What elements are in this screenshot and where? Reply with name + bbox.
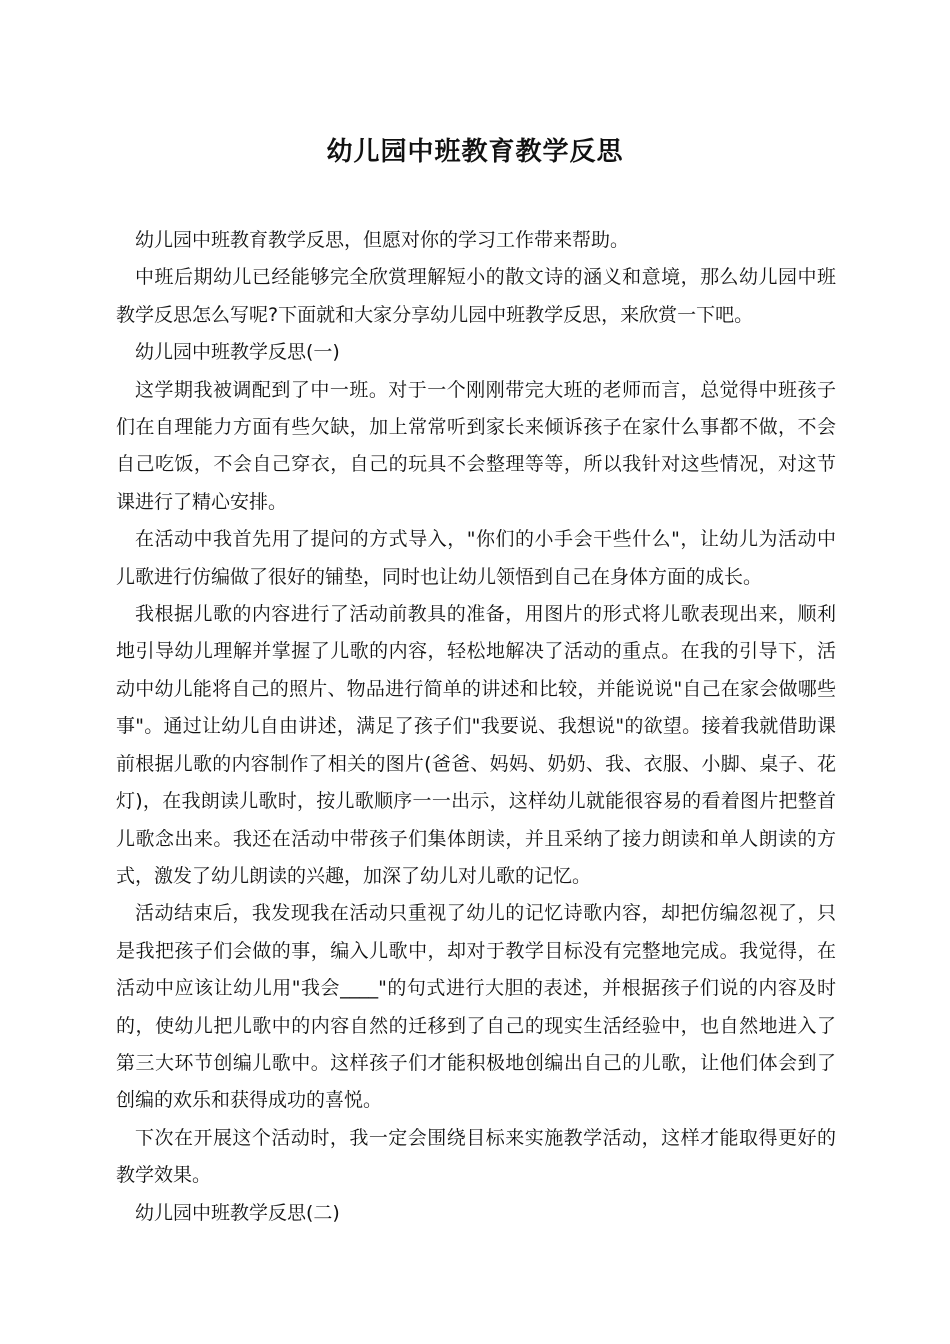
document-body — [116, 222, 836, 1232]
body-paragraph: 活动结束后，我发现我在活动只重视了幼儿的记忆诗歌内容，却把仿编忽视了，只是我把孩子们会做的事，编入儿歌中，却对于教学目标没有完整地完成。我觉得，在活动中应该让幼儿用"我会____"的句式进行大胆的表述，并根据孩子们说的内容及时的，使幼儿把儿歌中的内容自然的迁移到了自己的现实生活经验中，也自然地进入了第三大环节创编儿歌中。这样孩子们才能积极地创编出自己的儿歌，让他们体会到了创编的欢乐和获得成功的喜悦。 — [116, 902, 836, 1112]
intro-paragraph: 幼儿园中班教育教学反思，但愿对你的学习工作带来帮助。 — [135, 229, 630, 251]
body-paragraph: 我根据儿歌的内容进行了活动前教具的准备，用图片的形式将儿歌表现出来，顺利地引导幼儿理解并掌握了儿歌的内容，轻松地解决了活动的重点。在我的引导下，活动中幼儿能将自己的照片、物品进行简单的讲述和比较，并能说说"自己在家会做哪些事"。通过让幼儿自由讲述，满足了孩子们"我要说、我想说"的欲望。接着我就借助课前根据儿歌的内容制作了相关的图片(爸爸、妈妈、奶奶、我、衣服、小脚、桌子、花灯)，在我朗读儿歌时，按儿歌顺序一一出示，这样幼儿就能很容易的看着图片把整首儿歌念出来。我还在活动中带孩子们集体朗读，并且采纳了接力朗读和单人朗读的方式，激发了幼儿朗读的兴趣，加深了幼儿对儿歌的记忆。 — [116, 603, 836, 887]
body-paragraph: 下次在开展这个活动时，我一定会围绕目标来实施教学活动，这样才能取得更好的教学效果。 — [116, 1126, 836, 1187]
section-heading-2: 幼儿园中班教学反思(二) — [135, 1201, 340, 1224]
body-paragraph: 在活动中我首先用了提问的方式导入，"你们的小手会干些什么"，让幼儿为活动中儿歌进行仿编做了很好的铺垫，同时也让幼儿领悟到自己在身体方面的成长。 — [116, 528, 836, 588]
background-paragraph: 中班后期幼儿已经能够完全欣赏理解短小的散文诗的涵义和意境，那么幼儿园中班教学反思怎么写呢?下面就和大家分享幼儿园中班教学反思，来欣赏一下吧。 — [116, 266, 836, 326]
body-paragraph: 这学期我被调配到了中一班。对于一个刚刚带完大班的老师而言，总觉得中班孩子们在自理能力方面有些欠缺，加上常常听到家长来倾诉孩子在家什么事都不做，不会自己吃饭，不会自己穿衣，自己的玩具不会整理等等，所以我针对这些情况，对这节课进行了精心安排。 — [116, 378, 836, 513]
section-heading-1: 幼儿园中班教学反思(一) — [135, 341, 340, 364]
document-title: 幼儿园中班教育教学反思 — [326, 137, 624, 167]
